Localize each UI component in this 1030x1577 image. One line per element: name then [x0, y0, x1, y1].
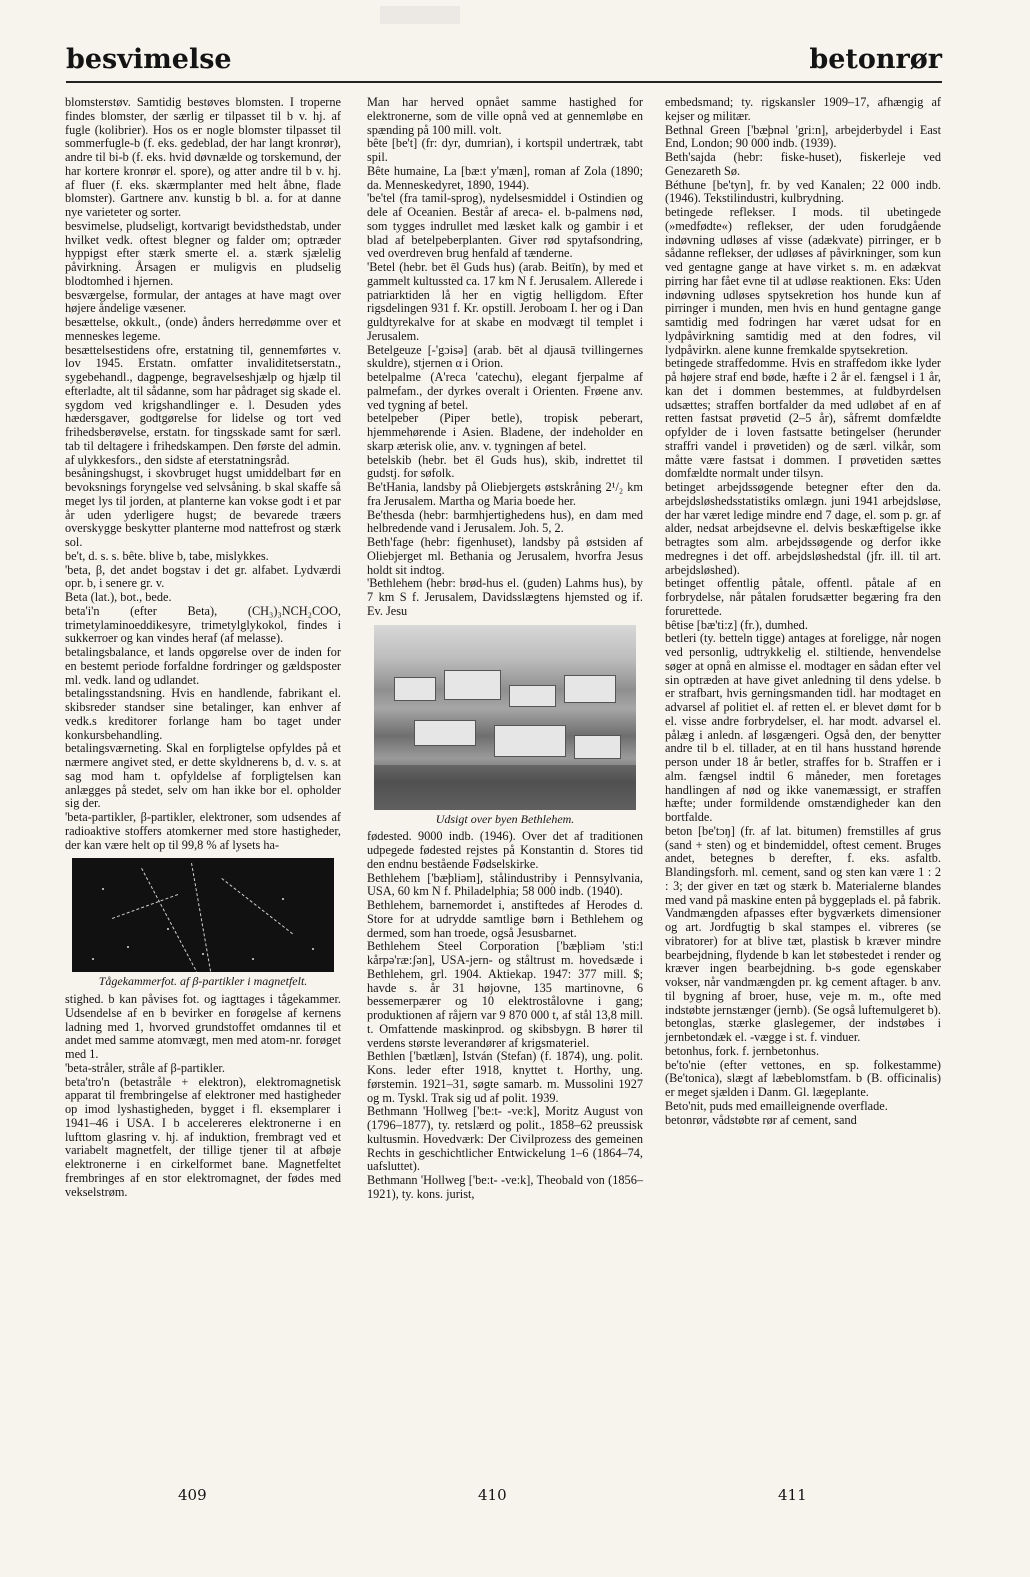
- entry-besvaergelse: besværgelse, formular, der antages at have magt over højere åndelige væsener.: [65, 287, 341, 316]
- entry-text: embedsmand; ty. rigskansler 1909–17, afhængig af kejser og militær.: [665, 95, 941, 123]
- entry-betelskib: betelskib (hebr. bet ēl Guds hus), skib, indrettet til gudstj. for søfolk.: [367, 452, 643, 481]
- header-right-word: betonrør: [809, 44, 942, 75]
- entry-betelpeber: betelpeber (Piper betle), tropisk peberart, hjemmehørende i Asien. Bladene, der indeholder en skarp æterisk olie, anv. v. tygningen af betel.: [367, 411, 643, 453]
- entry-beta-partikler: 'beta-partikler, β-partikler, elektroner, som udsendes af radioaktive stoffers atomkerner med store hastigheder, der kan være helt op til 99,8 % af lysets ha-: [65, 810, 341, 852]
- entry-besaettelse: besættelse, okkult., (onde) ånders herredømme over et menneskes legeme.: [65, 315, 341, 343]
- entry-betel: 'be'tel (fra tamil-sprog), nydelsesmiddel i Ostindien og dele af Oceanien. Består af areca- el. b-palmens nød, som tygges indrullet med læsket kalk og gambir i et blad af betelpeberplanten. Giver rød spytafsondring, ved overdreven brug henfald af tænderne.: [367, 191, 643, 261]
- entry-text: Man har herved opnået samme hastighed for elektronerne, som de ville opnå ved at gennemløbe en spænding på 100 mill. volt.: [367, 95, 643, 137]
- entry-beta-lat: Beta (lat.), bot., bede.: [65, 590, 172, 604]
- entry-betonit: Beto'nit, puds med emailleignende overflade.: [665, 1098, 888, 1113]
- entry-beton: beton [be'tɔŋ] (fr. af lat. bitumen) fremstilles af grus (sand + sten) og et bindemiddel, oftest cement. Bruges andet, betegnes b derefter, f. eks. asfaltb. Blandingsforh. ml. cement, sand og sten kan være 1 : 2 : 3; der giver en tæt og stærk b. Materialerne blandes med vand på maskine enten på byggeplads el. på fabrik. Vandmængden afpasses efter bygværkets dimensioner og art. Jordfugtig b skal stampes el. vibreres (se vibratorer) for at blive tæt, plastisk b kræver mindre bearbejdning, flydende b kan let støbestedet i render og kræver ingen bearbejdning. b-s gode egenskaber vokser, når vandmængden pr. kg cement aftager. b anv. til bygning af broer, huse, veje m. m., ofte med indstøbte jernstænger (jernb). (Se også luftemulgeret b).: [665, 823, 941, 1017]
- cloud-chamber-photo: [72, 858, 334, 972]
- column-3: [665, 96, 941, 1127]
- page-number-middle: 410: [478, 1486, 507, 1504]
- header-left-word: besvimelse: [66, 44, 232, 75]
- entry-bethlehem-pa: Bethlehem ['bæþliəm], stålindustriby i Pennsylvania, USA, 60 km N f. Philadelphia; 58 000 indb. (1940).: [367, 870, 643, 899]
- entry-betleri: betleri (ty. betteln tigge) antages at foreligge, når nogen ved personlig, udtrykkelig el. stiltiende, henvendelse søger at opnå en almisse el. modtager en sådan efter vel sin optræden at have givet anledning til dens ydelse. b er strafbart, hvis gerningsmanden tidl. har modtaget en advarsel af politiet el. af retten el. er blevet dømt for b el. visse andre forbrydelser, el. har modt. advarsel el. pålæg i anledn. af løsgængeri. Også den, der benytter andre til b el. tillader, at en til hans husstand hørende person under 18 år betler, straffes for b. Straffen er i alm. fængsel indtil 6 måneder, men foretages handlingen af nød og ikke vanemæssigt, er straffen hæfte; under formildende omstændigheder kan den bortfalde.: [665, 631, 941, 824]
- entry-bete: bête [be't] (fr: dyr, dumrian), i kortspil undertræk, tabt spil.: [367, 136, 643, 164]
- print-smudge: [380, 6, 460, 24]
- entry-betonglas: betonglas, stærke glaslegemer, der indstøbes i jernbetondæk el. -vægge i st. f. vinduer.: [665, 1016, 941, 1044]
- entry-betingede-reflekser: betingede reflekser. I mods. til ubetingede (»medfødte«) reflekser, der uden forudgående indøvning udløses af visse (adækvate) pirringer, er b sådanne reflekser, der udløses af påvirkninger, som kun ved gentagne gange at have virket s. m. en adækvat pirring har fået evne til at udløse reaktionen. Eks: Uden indøvning udløses spytsekretion hos hunde kun af pirringer i munden, men hvis en hund gentagne gange samtidig med fodringen har været udsat for en lydpåvirkning samtidig med at den fodres, vil lydpåvirkn. alene kunne fremkalde spytsekretion.: [665, 205, 941, 357]
- entry-bethlehem: 'Bethlehem (hebr: brød-hus el. (guden) Lahms hus), by 7 km S f. Jerusalem, Davidsslægtens hjemsted og if. Ev. Jesu: [367, 576, 643, 618]
- entry-text: fødested. 9000 indb. (1946). Over det af traditionen udpegede fødested rejstes på Konstantin d. Stores tid den endnu bestående Fødselskirke.: [367, 829, 643, 871]
- entry-bethania: Be'tHania, landsby på Oliebjergets østskråning 2¹/₂ km fra Jerusalem. Martha og Maria boede her.: [367, 480, 643, 508]
- entry-betingede-straffedomme: betingede straffedomme. Hvis en straffedom ikke lyder på højere straf end bøde, hæfte i 2 år el. fængsel i 1 år, kan det i dommen bestemmes, at fuldbyrdelsen udsættes; straffen bortfalder da med udløbet af en af retten fastsat prøvetid (2–5 år), såfremt domfældte opfylder de i loven fastsatte betingelser (herunder straffri vandel i prøvetiden) og de særl. vilkår, som måtte være fastsat i dommen. I prøvetiden sættes domfældte normalt under tilsyn.: [665, 356, 941, 481]
- entry-besaettelsestidens-ofre: besættelsestidens ofre, erstatning til, gennemførtes v. lov 1945. Erstatn. omfatter invaliditetserstatn., sygebehandl., dagpenge, begravelseshjælp og hjælp til efterladte, alt til sådanne, som har pådraget sig skade el. sygdom ved krigshandlinger e. l. Desuden ydes hædersgaver, godtgørelse for lidelse og tort ved frihedsberøvelse, erstatn. for tingsskade samt for særl. tab til deltagere i frihedskampen. Den første del admin. af ulykkesfors., den sidste af eterstatningsråd.: [65, 342, 341, 467]
- column-1: [65, 96, 341, 1199]
- entry-betelpalme: betelpalme (A'reca 'catechu), elegant fjerpalme af palmefam., der dyrkes overalt i Orienten. Frøene anv. ved tygning af betel.: [367, 370, 643, 412]
- entry-betatron: beta'tro'n (betastråle + elektron), elektromagnetisk apparat til frembringelse af elektroner med hastigheder op imod lyshastigheden, bygget i fl. eksemplarer i 1941–46 i USA. I b accelereres elektronerne i en lufttom glasring v. hj. af induktion, frembragt ved et variabelt magnetfelt, der tillige tjener til at afbøje elektronerne i en cirkelformet bane. Magnetfeltet frembringes af en stor elektromagnet, der fødes med vekselstrøm.: [65, 1074, 341, 1199]
- entry-betelgeuze: Betelgeuze [-'gɔisə] (arab. bēt al djausā tvillingernes skuldre), stjernen α i Orion.: [367, 342, 643, 371]
- entry-betonhus: betonhus, fork. f. jernbetonhus.: [665, 1043, 820, 1058]
- figure-cloud-chamber: [65, 858, 341, 989]
- entry-bethlehem-steel: Bethlehem Steel Corporation ['bæþliəm 'sti:l kårpə'ræ:ʃən], USA-jern- og ståltrust m. hovedsæde i Bethlehem, grl. 1904. Aktiekap. 1947: 377 mill. $; havde s. år 31 højovne, 135 martinovne, 6 bessemerpærer og 10 elektrostålovne i gang; produktionen af råjern var 9 870 000 t, af stål 13,8 mill. t. Omfattende maskinprod. og skibsbygn. B hører til verdens største leverandører af krigsmateriel.: [367, 939, 643, 1050]
- figure-caption: Tågekammerfot. af β-partikler i magnetfelt.: [98, 974, 308, 989]
- entry-bethsajda: Beth'sajda (hebr: fiske-huset), fiskerleje ved Genezareth Sø.: [665, 150, 941, 178]
- column-2: [367, 96, 643, 1202]
- entry-bethnal-green: Bethnal Green ['bæþnəl 'gri:n], arbejderbydel i East End, London; 90 000 indb. (1939).: [665, 122, 941, 151]
- header-rule: [66, 81, 942, 83]
- entry-betise: bêtise [bæ'ti:z] (fr.), dumhed.: [665, 617, 808, 632]
- entry-text: blomsterstøv. Samtidig bestøves blomsten. I troperne findes blomster, der særlig er tilpasset til b v. hj. af fugle (kolibrier). Hos os er nogle blomster tilpasset til sommerfugle-b (f. eks. gedeblad, der har langt kronrør), andre til bi-b (f. eks. hvid døvnælde og torskemund, der har kortere kronrør el. spore), og atter andre til b v. hj. af fluer (f. eks. skærmplanter med helt åbne, flade blomster). Gartnere anv. kunstig b bl. a. for at danne nye varieteter og sorter.: [65, 95, 341, 219]
- entry-bethesda: Be'thesda (hebr: barmhjertighedens hus), en dam med helbredende vand i Jerusalem. Joh. 5, 2.: [367, 507, 643, 536]
- entry-betalingsbalance: betalingsbalance, et lands opgørelse over de inden for en bestemt periode forfaldne fordringer og gældsposter ml. vedk. land og udlandet.: [65, 645, 341, 687]
- entry-beta-straaler: 'beta-stråler, stråle af β-partikler.: [65, 1060, 225, 1075]
- bethlehem-photo: [374, 625, 636, 810]
- entry-bethfage: Beth'fage (hebr: figenhuset), landsby på østsiden af Oliebjerget ml. Bethania og Jerusalem, hvorfra Jesus holdt sit indtog.: [367, 535, 643, 577]
- page-number-left: 409: [178, 1486, 207, 1504]
- entry-text: stighed. b kan påvises fot. og iagttages i tågekammer. Udsendelse af en b bevirker en forøgelse af kernens ladning med 1, hvorved grundstoffet omdannes til et andet med samme atomvægt, men med atom-nr. forøget med 1.: [65, 992, 341, 1061]
- entry-bete-humaine: Bête humaine, La [bæ:t y'mæn], roman af Zola (1890; da. Menneskedyret, 1890, 1944).: [367, 163, 643, 192]
- entry-betonroer: betonrør, vådstøbte rør af cement, sand: [665, 1112, 857, 1127]
- entry-betalingsvaerneting: betalingsværneting. Skal en forpligtelse opfyldes på et nærmere angivet sted, er dette skyldnerens b, d. v. s. at sag mod ham t. opfyldelse af forpligtelsen kan anlægges på stedet, selv om han ikke bor el. opholder sig der.: [65, 741, 341, 811]
- entry-betalingsstandsning: betalingsstandsning. Hvis en handlende, fabrikant el. skibsreder standser sine betalinger, kan enhver af vedk.s kreditorer forlange ham bo taget under konkursbehandling.: [65, 686, 341, 742]
- entry-betain: beta'i'n (efter Beta), (CH₃)₃NCH₂COO, trimetylaminoeddikesyre, trimetylglykokol, findes i sukkerroer og kan vindes heraf (af melasse).: [65, 603, 341, 646]
- entry-betinget-offentlig-paatale: betinget offentlig påtale, offentl. påtale af en forbrydelse, når påtalen forudsætter begæring fra den forurettede.: [665, 576, 941, 618]
- entry-beta: 'beta, β, det andet bogstav i det gr. alfabet. Lydværdi opr. b, i senere gr. v.: [65, 562, 341, 591]
- entry-besaaningshugst: besåningshugst, i skovbruget hugst umiddelbart før en bevoksnings foryngelse ved selvsåning. b skal skaffe så meget lys til jorden, at planterne kan vokse godt i et par år uden yderligere hugst; de bevarede træers overskygge beskytter planterne mod nattefrost og stærk sol.: [65, 466, 341, 549]
- entry-bethlen: Bethlen ['bætlæn], István (Stefan) (f. 1874), ung. polit. Kons. leder efter 1918, knyttet t. Horthy, ung. førstemin. 1921–31, søgte samarb. m. Mussolini 1927 og m. Tyskl. Trak sig ud af polit. 1939.: [367, 1049, 643, 1105]
- entry-bet: be't, d. s. s. bête. blive b, tabe, mislykkes.: [65, 548, 269, 563]
- entry-betinget-arbejdssoegende: betinget arbejdssøgende betegner efter den da. arbejdsløshedsstatistiks omlægn. juni 1941 arbejdsløse, der har været ledige mindre end 7 dage, el. som p. gr. af alder, nedsat arbejdsevne el. delvis beskæftigelse ikke betragtes som alm. arbejdssøgende og derfor ikke medregnes i det off. arbejdsløshedstal (jfr. ill. til art. arbejdsløshed).: [665, 480, 941, 577]
- figure-caption: Udsigt over byen Bethlehem.: [435, 811, 575, 826]
- entry-betonie: be'to'nie (efter vettones, en sp. folkestamme) (Be'tonica), slægt af læbeblomstfam. b (B. officinalis) er meget sjælden i Danm. Gl. lægeplante.: [665, 1057, 941, 1099]
- page-number-right: 411: [778, 1486, 807, 1504]
- entry-bethmann-theobald: Bethmann 'Hollweg ['be:t- -ve:k], Theobald von (1856–1921), ty. kons. jurist,: [367, 1173, 643, 1201]
- entry-bethmann-moritz: Bethmann 'Hollweg ['be:t- -ve:k], Moritz August von (1796–1877), ty. retslærd og polit., 1858–62 preussisk kultusmin. Hovedværk: Der Civilprozess des gemeinen Rechts in geschichtlicher Entwickelung 1–6 (1864–74, uafsluttet).: [367, 1104, 643, 1174]
- entry-besvimelse: besvimelse, pludseligt, kortvarigt bevidsthedstab, under hvilket vedk. oftest blegner og falder om; optræder hyppigst efter stærk smerte el. a. stærk sjælelig påvirkning. Årsagen er muligvis en pludselig blodtomhed i hjernen.: [65, 218, 341, 288]
- entry-betel-town: 'Betel (hebr. bet ēl Guds hus) (arab. Beitīn), by med et gammelt kultussted ca. 17 km N f. Jerusalem. Allerede i patriarktiden lå her en vigtig helligdom. Efter rigsdelingen 931 f. Kr. opstill. Jeroboam I. her og i Dan guldtyrekalve for at skabe en modvægt til templet i Jerusalem.: [367, 260, 643, 343]
- figure-bethlehem: [367, 625, 643, 827]
- entry-bethlehem-barnemord: Bethlehem, barnemordet i, anstiftedes af Herodes d. Store for at udrydde samtlige børn i Bethlehem og dermed, som han troede, også Jesusbarnet.: [367, 898, 643, 940]
- entry-bethune: Béthune [be'tyn], fr. by ved Kanalen; 22 000 indb. (1946). Tekstilindustri, kulbrydning.: [665, 177, 941, 206]
